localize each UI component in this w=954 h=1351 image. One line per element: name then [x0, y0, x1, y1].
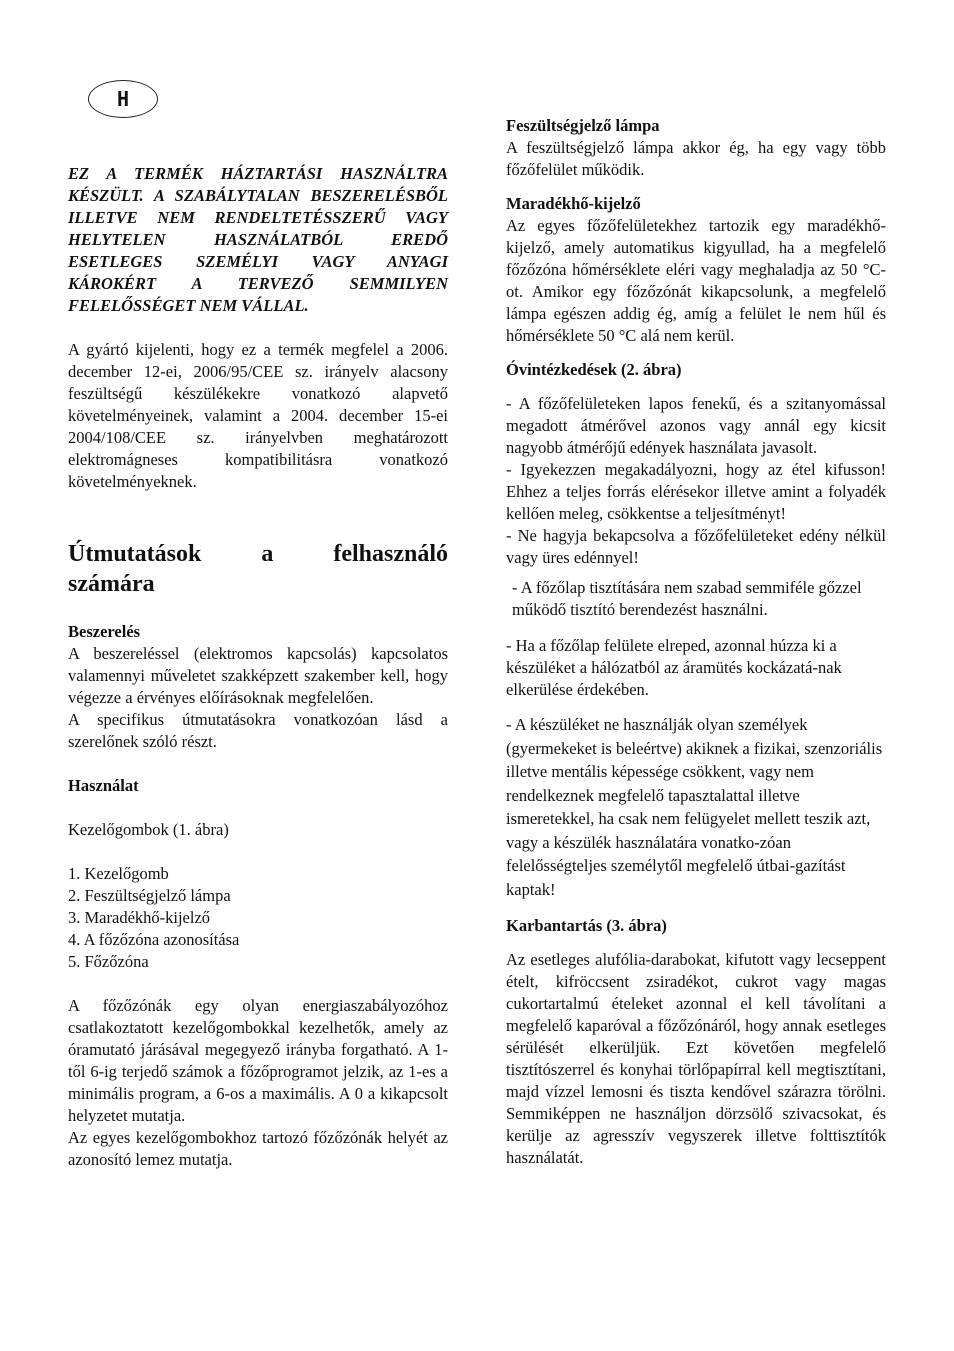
lamp-text: A feszültségjelző lámpa akkor ég, ha egy vagy több főzőfelület működik. — [506, 138, 886, 179]
list-item: 2. Feszültségjelző lámpa — [68, 886, 231, 905]
controls-list — [68, 863, 448, 973]
residual-heading: Maradékhő-kijelző — [506, 194, 641, 213]
list-item: 5. Főzőzóna — [68, 952, 149, 971]
use-paragraph-1: A főzőzónák egy olyan energiaszabályozóhoz csatlakoztatott kezelőgombokkal kezelhetők, amely az óramutató járásával megegyező irányba forgatható. A 1-től 6-ig terjedő számok a főzőprogramot jelzik, az 1-es a minimális program, a 6-os a maximális. A 0 a kikapcsolt helyzetet mutatja. — [68, 996, 448, 1125]
list-item: 1. Kezelőgomb — [68, 864, 169, 883]
maintenance-text: Az esetleges alufólia-darabokat, kifutott vagy lecseppent ételt, kifröccsent zsiradékot, cukrot vagy magas cukortartalmú ételeket azonnal el kell távolítani a megfelelő kaparóval a főzőzónáról, hogy annak esetleges sérülését elkerüljük. Ezt követően megfelelő tisztítószerrel és konyhai törlőpapírral kell megtisztítani, majd vízzel lemosni és tiszta kendővel szárazra törölni. Semmiképpen ne használjon dörzsölő szivacsokat, és kerülje az agresszív vegyszerek illetve folttisztítók használatát. — [506, 950, 886, 1167]
list-item: 3. Maradékhő-kijelző — [68, 908, 211, 927]
precautions-item-3: - Ne hagyja bekapcsolva a főzőfelületeket edény nélkül vagy üres edénnyel! — [506, 526, 886, 567]
section-title — [68, 539, 448, 599]
use-heading: Használat — [68, 776, 139, 795]
left-column — [68, 163, 448, 1171]
install-paragraph-1: A beszereléssel (elektromos kapcsolás) kapcsolatos valamennyi műveletet szakképzett szakember kell, hogy végezze a érvényes előírásoknak megfelelően. — [68, 644, 448, 707]
precautions-item-5: - Ha a főzőlap felülete elreped, azonnal húzza ki a készüléket a hálózatból az áramütés kockázatá-nak elkerülése érdekében. — [506, 636, 842, 699]
right-column — [506, 115, 886, 1169]
install-paragraph-2: A specifikus útmutatásokra vonatkozóan lásd a szerelőnek szóló részt. — [68, 710, 448, 751]
precautions-item-2: - Igyekezzen megakadályozni, hogy az étel kifusson! Ehhez a teljes forrás elérésekor illetve amint a folyadék kellően meleg, csökkentse a teljesítményt! — [506, 460, 886, 523]
precautions-item-1: - A főzőfelületeken lapos fenekű, és a szitanyomással megadott átmérővel azonos vagy annál egy kicsit nagyobb átmérőjű edények használata javasolt. — [506, 394, 886, 457]
section-title-line2: számára — [68, 571, 155, 597]
precautions-item-6: - A készüléket ne használják olyan személyek (gyermekeket is beleértve) akiknek a fizikai, szenzoriális illetve mentális képessége csökkent, vagy nem rendelkeznek megfelelő tapasztalattal illetve ismeretekkel, ha csak nem felügyelet mellett teszik azt, vagy a készülék használatára vonatko-zóan felelősségteljes személytől megfelelő útbai-gazítást kaptak! — [506, 715, 883, 899]
residual-text: Az egyes főzőfelületekhez tartozik egy maradékhő-kijelző, amely automatikus kigyullad, ha a megfelelő főzőzóna hőmérséklete eléri vagy meghaladja az 50 °C-ot. Amikor egy főzőzónát kikapcsolunk, a megfelelő lámpa egészen addig ég, amíg a felület le nem hűl és hőmérséklete 50 °C alá nem kerül. — [506, 216, 886, 345]
install-heading: Beszerelés — [68, 622, 141, 641]
precautions-heading: Óvintézkedések (2. ábra) — [506, 360, 682, 379]
declaration-text: A gyártó kijelenti, hogy ez a termék megfelel a 2006. december 12-ei, 2006/95/CEE sz. irányelv alacsony feszültségű készülékekre vonatkozó alapvető követelményeinek, valamint a 2004. december 15-ei 2004/108/CEE sz. irányelvben meghatározott elektromágneses kompatibilitásra vonatkozó követelményeknek. — [68, 340, 448, 491]
use-paragraph-2: Az egyes kezelőgombokhoz tartozó főzőzónák helyét az azonosító lemez mutatja. — [68, 1128, 448, 1169]
section-title-line1: Útmutatások a felhasználó — [68, 541, 448, 567]
warning-text: EZ A TERMÉK HÁZTARTÁSI HASZNÁLTRA KÉSZÜLT. A SZABÁLYTALAN BESZERELÉSBŐL ILLETVE NEM RENDELTETÉSSZERŰ VAGY HELYTELEN HASZNÁLATBÓL EREDŐ ESETLEGES SZEMÉLYI VAGY ANYAGI KÁROKÉRT A TERVEZŐ SEMMILYEN FELELŐSSÉGET NEM VÁLLAL. — [68, 164, 448, 315]
controls-label: Kezelőgombok (1. ábra) — [68, 820, 229, 839]
lamp-heading: Feszültségjelző lámpa — [506, 116, 660, 135]
maintenance-heading: Karbantartás (3. ábra) — [506, 916, 667, 935]
language-badge: H — [88, 80, 158, 118]
precautions-item-4: - A főzőlap tisztítására nem szabad semmiféle gőzzel működő tisztító berendezést használni. — [512, 578, 862, 619]
list-item: 4. A főzőzóna azonosítása — [68, 930, 240, 949]
